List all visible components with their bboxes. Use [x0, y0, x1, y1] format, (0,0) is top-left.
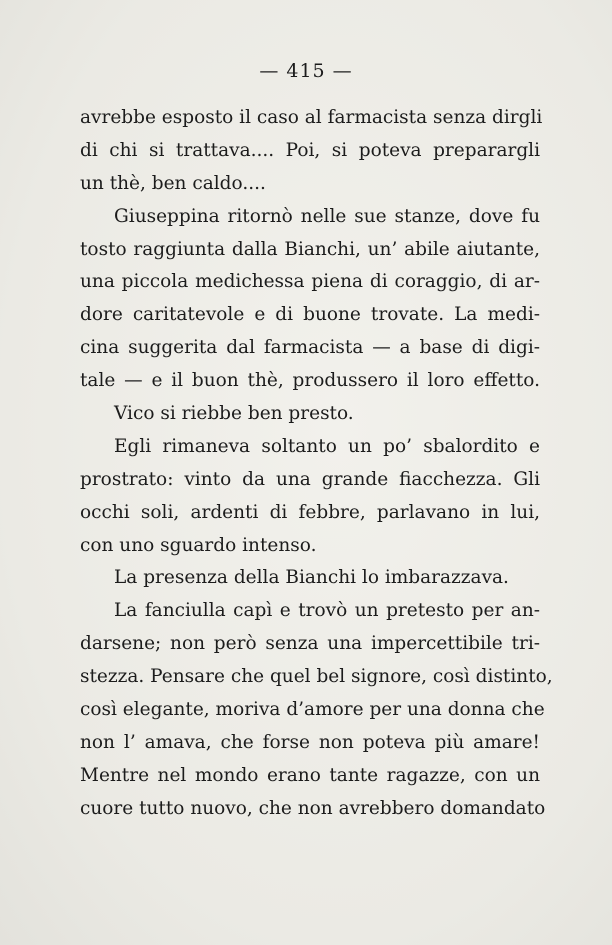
text-line: avrebbe esposto il caso al farmacista senza dirgli [80, 107, 543, 128]
text-line: di chi si trattava.... Poi, si poteva preparargli [80, 139, 540, 161]
text-line: una piccola medichessa piena di coraggio, di ar- [80, 271, 540, 293]
text-line: cina suggerita dal farmacista — a base di digi- [80, 337, 540, 359]
text-line: così elegante, moriva d’amore per una donna che [80, 699, 545, 721]
text-line: tale — e il buon thè, produssero il loro effetto. [80, 370, 540, 392]
text-line: dore caritatevole e di buone trovate. La medi- [80, 304, 540, 326]
text-line: tosto raggiunta dalla Bianchi, un’ abile aiutante, [80, 238, 540, 260]
text-line: Mentre nel mondo erano tante ragazze, con un [80, 764, 540, 786]
text-line: prostrato: vinto da una grande fiacchezza. Gli [80, 468, 540, 490]
text-line: cuore tutto nuovo, che non avrebbero domandato [80, 797, 546, 819]
text-line: stezza. Pensare che quel bel signore, così distinto, [80, 666, 553, 688]
text-line: un thè, ben caldo.... [80, 172, 266, 194]
text-line: occhi soli, ardenti di febbre, parlavano in lui, [80, 501, 540, 523]
text-line: La presenza della Bianchi lo imbarazzava. [114, 567, 509, 589]
text-line: Giuseppina ritornò nelle sue stanze, dove fu [114, 205, 540, 227]
text-line: non l’ amava, che forse non poteva più amare! [80, 731, 540, 753]
page-number: — 415 — [259, 60, 353, 82]
body-text [80, 102, 553, 826]
text-line: darsene; non però senza una impercettibile tri- [80, 633, 540, 655]
text-line: La fanciulla capì e trovò un pretesto per an- [114, 600, 540, 622]
text-line: Vico si riebbe ben presto. [114, 403, 354, 425]
text-line: con uno sguardo intenso. [80, 534, 317, 556]
text-line: Egli rimaneva soltanto un po’ sbalordito e [114, 435, 540, 457]
